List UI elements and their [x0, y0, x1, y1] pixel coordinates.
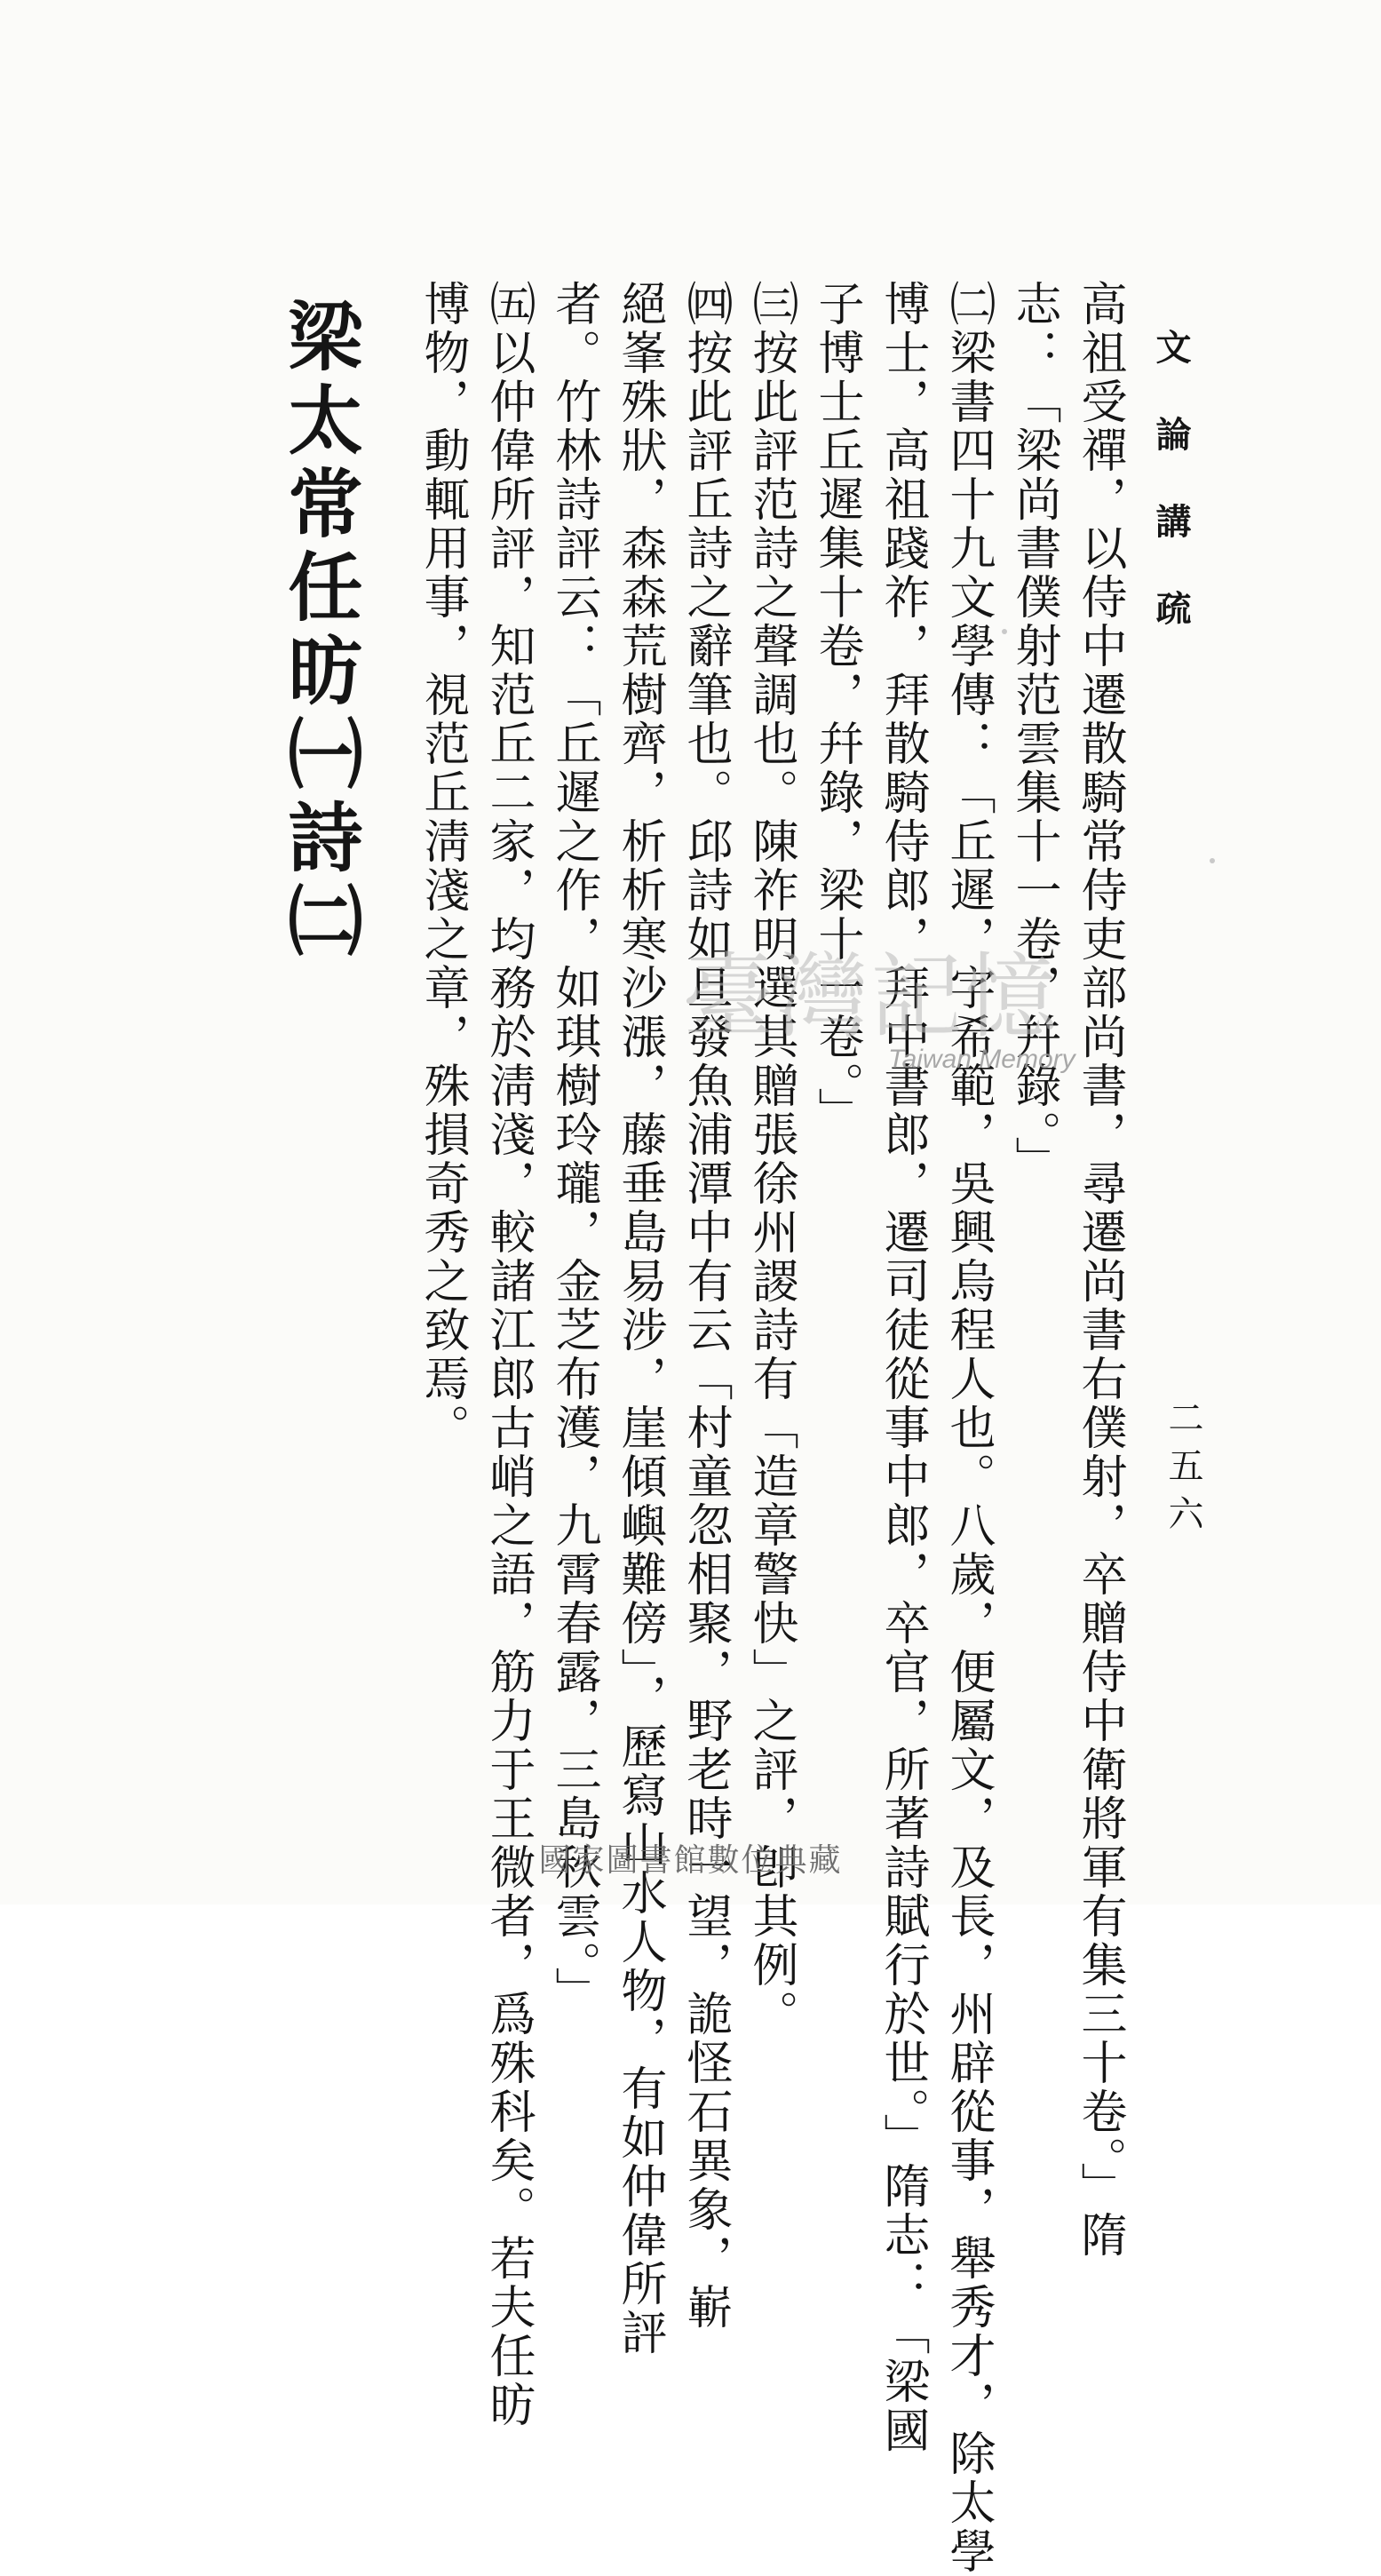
text-line-5: 子博士丘遲集十卷，幷錄，梁十一卷。」 [810, 280, 863, 1136]
text-line-11: 博物，動輒用事，視范丘淸淺之章，殊損奇秀之致焉。 [416, 280, 469, 1452]
text-line-3: ㈡梁書四十九文學傳：「丘遲，字希範，吳興烏程人也。八歲，便屬文，及長，州辟從事，舉秀才，除太學 [941, 280, 995, 2576]
scan-speck [1210, 858, 1215, 863]
running-head: 文論講疏 [1150, 329, 1192, 677]
text-line-1: 高祖受禪，以侍中遷散騎常侍吏部尚書，尋遷尚書右僕射，卒贈侍中衛將軍有集三十卷。」隋 [1073, 280, 1126, 2260]
text-line-7: ㈣按此評丘詩之辭筆也。邱詩如旦發魚浦潭中有云「村童忽相聚，野老時一望，詭怪石異象，嶄 [679, 280, 732, 2332]
watermark-caption: Taiwan Memory [888, 1045, 1075, 1074]
text-line-9: 者。竹林詩評云：「丘遲之作，如琪樹玲瓏，金芝布濩，九霄春露，三島秋雲。」 [547, 280, 600, 2015]
watermark-logo-text: 臺灣記憶 [682, 942, 1060, 1051]
poem-title: 梁太常任昉㈠詩㈡ [276, 298, 364, 966]
text-line-4: 博士，高祖踐祚，拜散騎侍郎，拜中書郎，遷司徒從事中郎，卒官，所著詩賦行於世。」隋志：「梁國 [876, 280, 929, 2455]
text-line-6: ㈢按此評范詩之聲調也。陳祚明選其贈張徐州謖詩有「造章警快」之評，卽其例。 [744, 280, 798, 2039]
text-line-10: ㈤以仲偉所評，知范丘二家，均務於淸淺，較諸江郎古峭之語，筋力于王微者，爲殊科矣。若夫任昉 [481, 280, 535, 2429]
text-line-8: 絕峯殊狀，森森荒樹齊，析析寒沙漲，藤垂島易涉，崖傾嶼難傍」，歷寫山水人物，有如仲偉所評 [613, 280, 666, 2357]
text-line-2: 志：「梁尚書僕射范雲集十一卷，幷錄。」 [1007, 280, 1060, 1185]
scan-speck [1002, 629, 1007, 634]
collection-footer: 國家圖書館數位典藏 [538, 1842, 843, 1879]
page-number: 二五六 [1163, 1399, 1203, 1543]
